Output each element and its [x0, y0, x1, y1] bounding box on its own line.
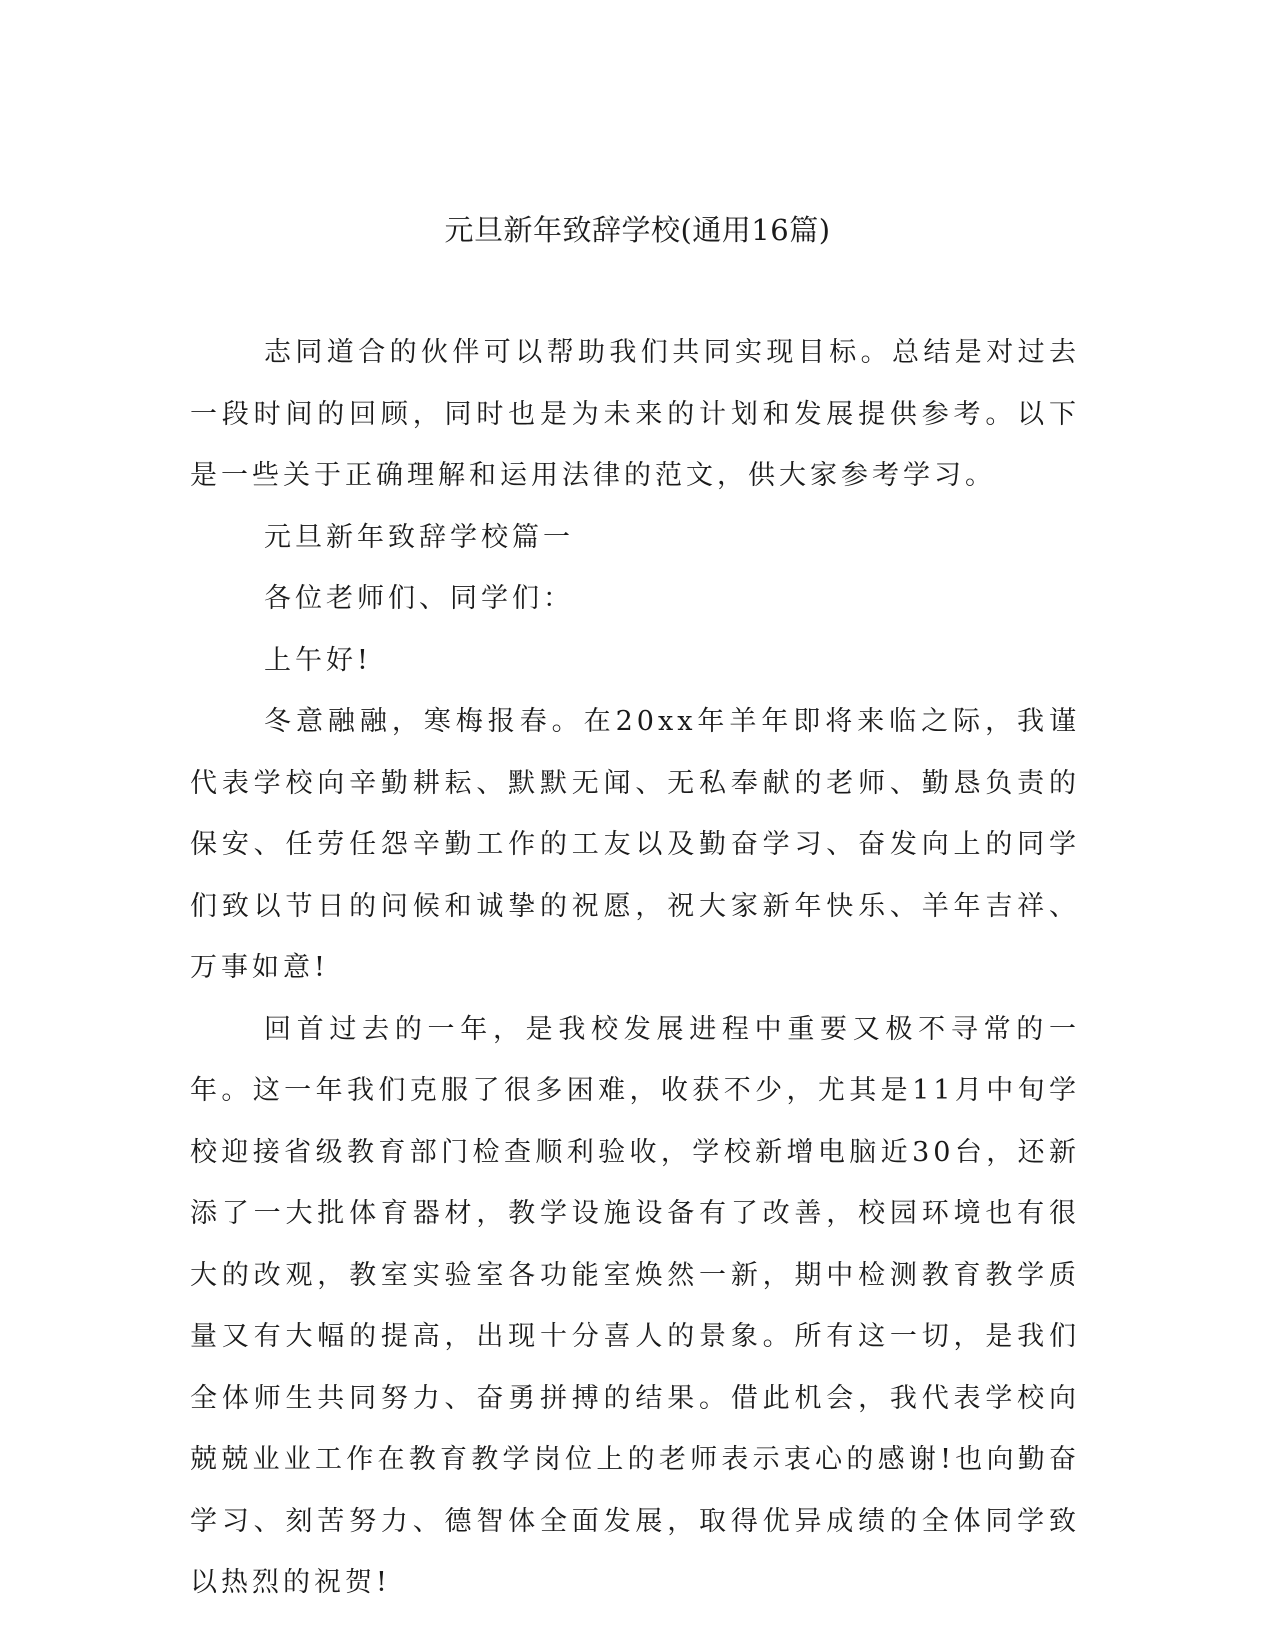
document-body — [190, 322, 1080, 1614]
salutation: 各位老师们、同学们： — [264, 583, 574, 614]
section-heading: 元旦新年致辞学校篇一 — [264, 521, 574, 553]
intro-paragraph: 志同道合的伙伴可以帮助我们共同实现目标。总结是对过去一段时间的回顾，同时也是为未来的计划和发展提供参考。以下是一些关于正确理解和运用法律的范文，供大家参考学习。 — [190, 337, 1080, 491]
body-paragraph: 回首过去的一年，是我校发展进程中重要又极不寻常的一年。这一年我们克服了很多困难，收获不少，尤其是11月中旬学校迎接省级教育部门检查顺利验收，学校新增电脑近30台，还新添了一大批体育器材，教学设施设备有了改善，校园环境也有很大的改观，教室实验室各功能室焕然一新，期中检测教育教学质量又有大幅的提高，出现十分喜人的景象。所有这一切，是我们全体师生共同努力、奋勇拼搏的结果。借此机会，我代表学校向兢兢业业工作在教育教学岗位上的老师表示衷心的感谢!也向勤奋学习、刻苦努力、德智体全面发展，取得优异成绩的全体同学致以热烈的祝贺! — [190, 1013, 1080, 1598]
document-title: 元旦新年致辞学校(通用16篇) — [444, 213, 831, 247]
greeting: 上午好! — [264, 644, 372, 676]
body-paragraph: 冬意融融，寒梅报春。在20xx年羊年即将来临之际，我谨代表学校向辛勤耕耘、默默无闻、无私奉献的老师、勤恳负责的保安、任劳任怨辛勤工作的工友以及勤奋学习、奋发向上的同学们致以节日的问候和诚挚的祝愿，祝大家新年快乐、羊年吉祥、万事如意! — [190, 706, 1080, 983]
